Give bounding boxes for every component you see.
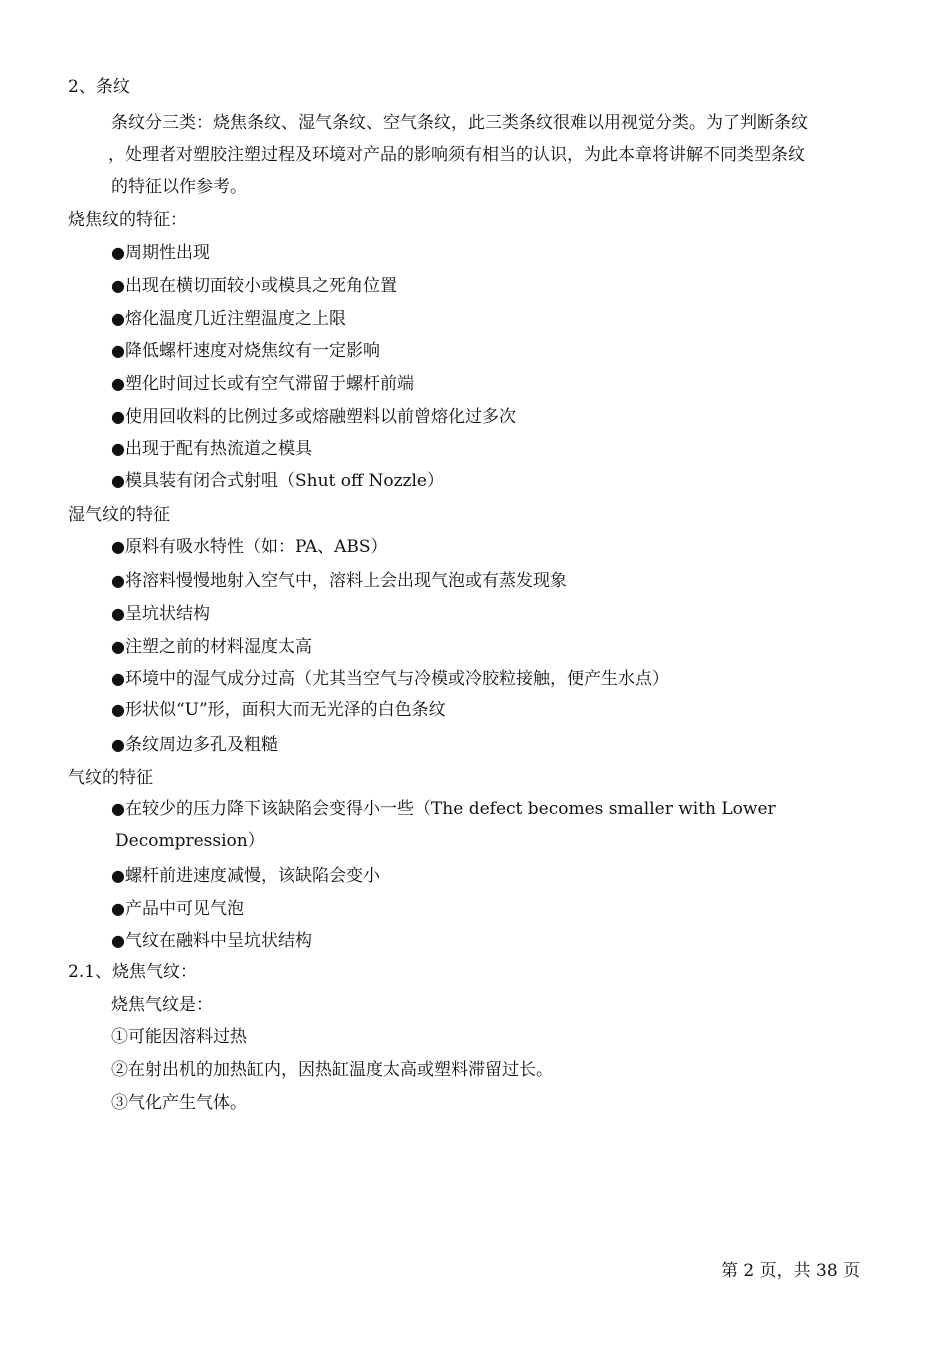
bullet-icon: ● [111,799,125,818]
list-item: ●条纹周边多孔及粗糙 [111,735,278,755]
list-item: ●注塑之前的材料湿度太高 [111,637,312,657]
bullet-icon: ● [111,407,125,426]
bullet-icon: ● [111,309,125,328]
list-item: ●模具装有闭合式射咀（Shut off Nozzle） [111,471,444,491]
bullet-icon: ● [111,276,125,295]
bullet-icon: ● [111,604,125,623]
list-item-continuation: Decompression） [115,831,265,851]
bullet-icon: ● [111,243,125,262]
bullet-icon: ● [111,899,125,918]
list-item: ●螺杆前进速度减慢，该缺陷会变小 [111,866,380,886]
paragraph-line: 条纹分三类：烧焦条纹、湿气条纹、空气条纹，此三类条纹很难以用视觉分类。为了判断条纹 [111,113,808,133]
list-item: ●呈坑状结构 [111,604,210,624]
list-item: ●将溶料慢慢地射入空气中，溶料上会出现气泡或有蒸发现象 [111,571,567,591]
bullet-icon: ● [111,374,125,393]
bullet-icon: ● [111,931,125,950]
section-heading: 2、条纹 [68,77,130,97]
bullet-icon: ● [111,735,125,754]
list-item: ●环境中的湿气成分过高（尤其当空气与冷模或冷胶粒接触，便产生水点） [111,669,669,689]
list-item: ●出现在横切面较小或模具之死角位置 [111,276,397,296]
bullet-icon: ● [111,637,125,656]
paragraph-line: 烧焦气纹是： [111,995,213,1015]
bullet-icon: ● [111,439,125,458]
numbered-item: ②在射出机的加热缸内，因热缸温度太高或塑料滞留过长。 [111,1060,553,1080]
bullet-icon: ● [111,700,125,719]
bullet-icon: ● [111,341,125,360]
list-item: ●在较少的压力降下该缺陷会变得小一些（The defect becomes smaller with Lower [111,799,776,819]
subsection-heading: 烧焦纹的特征： [68,210,187,230]
bullet-icon: ● [111,571,125,590]
paragraph-line: 的特征以作参考。 [111,177,247,197]
bullet-icon: ● [111,537,125,556]
list-item: ●熔化温度几近注塑温度之上限 [111,309,346,329]
subsection-heading: 湿气纹的特征 [68,505,170,525]
bullet-icon: ● [111,669,125,688]
bullet-icon: ● [111,866,125,885]
page-number: 第 2 页，共 38 页 [721,1261,861,1281]
bullet-icon: ● [111,471,125,490]
subsection-heading: 气纹的特征 [68,768,153,788]
numbered-item: ①可能因溶料过热 [111,1027,247,1047]
list-item: ●出现于配有热流道之模具 [111,439,312,459]
list-item: ●形状似“U”形，面积大而无光泽的白色条纹 [111,700,446,720]
section-heading: 2.1、烧焦气纹： [68,962,198,982]
list-item: ●周期性出现 [111,243,210,263]
list-item: ●塑化时间过长或有空气滞留于螺杆前端 [111,374,414,394]
numbered-item: ③气化产生气体。 [111,1093,247,1113]
list-item: ●原料有吸水特性（如：PA、ABS） [111,537,388,557]
list-item: ●使用回收料的比例过多或熔融塑料以前曾熔化过多次 [111,407,516,427]
paragraph-line: ，处理者对塑胶注塑过程及环境对产品的影响须有相当的认识，为此本章将讲解不同类型条纹 [108,145,805,165]
list-item: ●气纹在融料中呈坑状结构 [111,931,312,951]
list-item: ●产品中可见气泡 [111,899,244,919]
list-item: ●降低螺杆速度对烧焦纹有一定影响 [111,341,380,361]
